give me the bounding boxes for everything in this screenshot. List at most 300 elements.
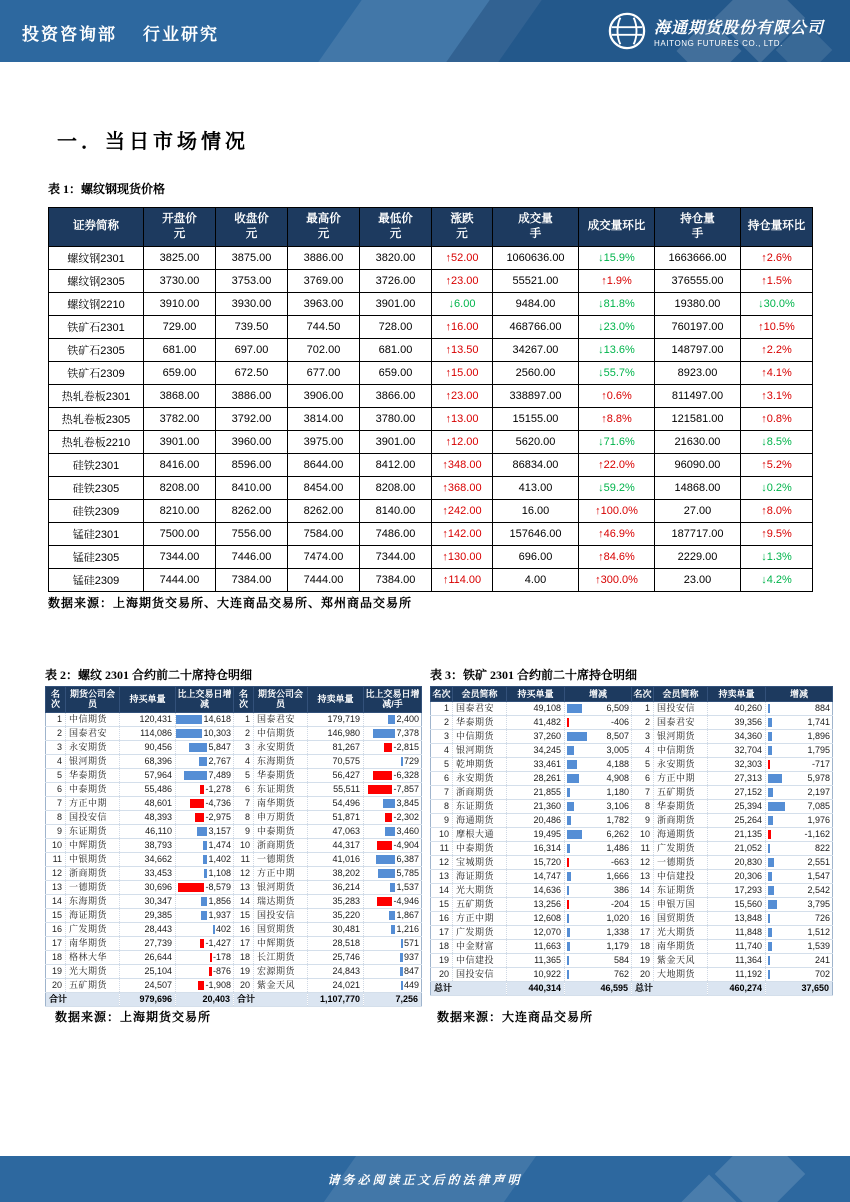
- cell-close: 672.50: [216, 361, 288, 384]
- change-bar-cell: [768, 814, 830, 827]
- change-value: 1,795: [807, 745, 830, 756]
- cell-member: 中银期货: [66, 852, 120, 866]
- positive-data-bar: [768, 802, 785, 811]
- positive-data-bar: [768, 956, 770, 965]
- cell-member: 国泰君安: [66, 726, 120, 740]
- cell-high: 7584.00: [288, 522, 360, 545]
- cell-short-volume: 24,843: [308, 964, 364, 978]
- cell-rank: 13: [632, 870, 654, 884]
- positive-data-bar: [768, 872, 772, 881]
- change-value: 584: [613, 955, 629, 966]
- cell-long-volume: 90,456: [120, 740, 176, 754]
- change-bar-cell: [366, 839, 419, 852]
- positive-data-bar: [203, 841, 207, 850]
- change-value: 8,507: [606, 731, 629, 742]
- column-header: 证券简称: [49, 208, 144, 247]
- column-header: 持买单量: [507, 687, 565, 702]
- cell-short-volume: 11,740: [708, 940, 766, 954]
- cell-member: 国贸期货: [654, 912, 708, 926]
- change-bar-cell: [768, 940, 830, 953]
- cell-member: 银河期货: [254, 880, 308, 894]
- table-row: [46, 712, 422, 726]
- table-row: [431, 842, 833, 856]
- cell-volume: 34267.00: [493, 338, 579, 361]
- cell-rank: 4: [431, 744, 453, 758]
- cell-change: ↑142.00: [432, 522, 493, 545]
- change-value: 6,509: [606, 703, 629, 714]
- cell-rank: 14: [431, 884, 453, 898]
- positive-data-bar: [213, 925, 215, 934]
- total-long-volume: 979,696: [120, 992, 176, 1006]
- cell-short-volume: 27,152: [708, 786, 766, 800]
- cell-rank: 17: [431, 926, 453, 940]
- cell-short-volume: 30,481: [308, 922, 364, 936]
- change-bar-cell: [366, 769, 419, 782]
- cell-member: 中信期货: [254, 726, 308, 740]
- cell-rank: 4: [234, 754, 254, 768]
- cell-rank: 20: [46, 978, 66, 992]
- cell-rank: 2: [431, 716, 453, 730]
- cell-member: 一德期货: [66, 880, 120, 894]
- positive-data-bar: [201, 911, 207, 920]
- cell-high: 7444.00: [288, 568, 360, 591]
- change-value: -1,908: [205, 979, 231, 990]
- cell-low: 7384.00: [360, 568, 432, 591]
- cell-volume-change: ↑8.8%: [579, 407, 655, 430]
- cell-high: 3906.00: [288, 384, 360, 407]
- cell-open-interest-change: ↑2.2%: [741, 338, 813, 361]
- positive-data-bar: [201, 897, 207, 906]
- cell-open-interest-change: ↓8.5%: [741, 430, 813, 453]
- negative-data-bar: [567, 718, 569, 727]
- rebar-position-table-header: [46, 687, 422, 713]
- cell-rank: 12: [234, 866, 254, 880]
- cell-low: 3820.00: [360, 246, 432, 269]
- change-value: 1,486: [606, 843, 629, 854]
- column-header: 期货公司会员: [66, 687, 120, 713]
- cell-change: [364, 950, 422, 964]
- cell-member: 海证期货: [66, 908, 120, 922]
- cell-open-interest-change: ↑1.5%: [741, 269, 813, 292]
- cell-change: ↑130.00: [432, 545, 493, 568]
- cell-short-volume: 25,394: [708, 800, 766, 814]
- change-bar-cell: [178, 853, 231, 866]
- total-short-change: 7,256: [364, 992, 422, 1006]
- column-header: 持仓量 手: [655, 208, 741, 247]
- cell-open-interest-change: ↑9.5%: [741, 522, 813, 545]
- cell-rank: 1: [46, 712, 66, 726]
- change-bar-cell: [567, 912, 629, 925]
- cell-short-volume: 51,871: [308, 810, 364, 824]
- cell-short-volume: 27,313: [708, 772, 766, 786]
- cell-open-interest-change: ↓1.3%: [741, 545, 813, 568]
- cell-change: [176, 726, 234, 740]
- cell-change: ↑348.00: [432, 453, 493, 476]
- change-value: 449: [403, 979, 419, 990]
- change-value: 1,180: [606, 787, 629, 798]
- change-value: 1,338: [606, 927, 629, 938]
- cell-rank: 3: [46, 740, 66, 754]
- cell-open-interest: 14868.00: [655, 476, 741, 499]
- change-value: 3,106: [606, 801, 629, 812]
- table-row: [431, 940, 833, 954]
- change-value: 1,474: [208, 839, 231, 850]
- cell-member: 中信建投: [654, 870, 708, 884]
- cell-rank: 18: [431, 940, 453, 954]
- cell-change: [766, 786, 833, 800]
- column-header: 收盘价 元: [216, 208, 288, 247]
- cell-volume-change: ↓71.6%: [579, 430, 655, 453]
- cell-contract: 硅铁2309: [49, 499, 144, 522]
- change-value: 729: [403, 755, 419, 766]
- cell-long-volume: 14,747: [507, 870, 565, 884]
- cell-change: [176, 880, 234, 894]
- cell-rank: 5: [431, 758, 453, 772]
- positive-data-bar: [567, 844, 570, 853]
- change-value: -7,857: [393, 783, 419, 794]
- column-header: 会员简称: [453, 687, 507, 702]
- cell-open-interest-change: ↑3.1%: [741, 384, 813, 407]
- cell-volume: 696.00: [493, 545, 579, 568]
- cell-rank: 14: [46, 894, 66, 908]
- table-row: [46, 852, 422, 866]
- cell-change: [176, 894, 234, 908]
- change-bar-cell: [768, 744, 830, 757]
- page-title: 一．当日市场情况: [57, 131, 249, 153]
- header-row: [49, 208, 813, 247]
- change-bar-cell: [768, 842, 830, 855]
- total-short-volume: 1,107,770: [308, 992, 364, 1006]
- cell-volume: 157646.00: [493, 522, 579, 545]
- change-value: 3,845: [396, 797, 419, 808]
- cell-member: 银河期货: [66, 754, 120, 768]
- change-bar-cell: [178, 811, 231, 824]
- change-value: 1,108: [208, 867, 231, 878]
- cell-open-interest: 2229.00: [655, 545, 741, 568]
- cell-member: 国投安信: [66, 810, 120, 824]
- change-bar-cell: [366, 881, 419, 894]
- cell-contract: 热轧卷板2305: [49, 407, 144, 430]
- table-row: [46, 740, 422, 754]
- change-bar-cell: [366, 811, 419, 824]
- table-row: [431, 814, 833, 828]
- table-row: [49, 453, 813, 476]
- cell-change: [364, 824, 422, 838]
- cell-short-volume: 25,746: [308, 950, 364, 964]
- cell-volume-change: ↑100.0%: [579, 499, 655, 522]
- cell-open: 8210.00: [144, 499, 216, 522]
- change-value: 762: [613, 969, 629, 980]
- cell-rank: 13: [431, 870, 453, 884]
- change-bar-cell: [768, 758, 830, 771]
- cell-rank: 9: [431, 814, 453, 828]
- cell-volume: 413.00: [493, 476, 579, 499]
- cell-low: 3726.00: [360, 269, 432, 292]
- cell-short-volume: 35,283: [308, 894, 364, 908]
- cell-short-volume: 36,214: [308, 880, 364, 894]
- cell-change: ↑13.00: [432, 407, 493, 430]
- cell-change: [176, 754, 234, 768]
- cell-rank: 9: [234, 824, 254, 838]
- cell-high: 8262.00: [288, 499, 360, 522]
- table-row: [46, 824, 422, 838]
- change-bar-cell: [768, 856, 830, 869]
- cell-change: [565, 968, 632, 982]
- cell-close: 8596.00: [216, 453, 288, 476]
- cell-change: [364, 894, 422, 908]
- cell-open-interest-change: ↑2.6%: [741, 246, 813, 269]
- total-short-volume: 460,274: [708, 982, 766, 996]
- cell-long-volume: 16,314: [507, 842, 565, 856]
- cell-open-interest: 760197.00: [655, 315, 741, 338]
- cell-rank: 2: [46, 726, 66, 740]
- cell-short-volume: 179,719: [308, 712, 364, 726]
- change-value: 1,867: [396, 909, 419, 920]
- table-row: [46, 754, 422, 768]
- positive-data-bar: [184, 771, 207, 780]
- cell-change: [766, 898, 833, 912]
- cell-member: 申银万国: [654, 898, 708, 912]
- cell-change: [364, 726, 422, 740]
- positive-data-bar: [768, 718, 772, 727]
- cell-short-volume: 54,496: [308, 796, 364, 810]
- cell-change: [766, 856, 833, 870]
- cell-member: 中信期货: [66, 712, 120, 726]
- cell-change: [565, 744, 632, 758]
- cell-member: 东海期货: [254, 754, 308, 768]
- cell-change: ↑23.00: [432, 384, 493, 407]
- cell-short-volume: 15,560: [708, 898, 766, 912]
- total-label: 总计: [632, 982, 708, 996]
- table-row: [49, 292, 813, 315]
- positive-data-bar: [391, 925, 395, 934]
- cell-member: 浙商期货: [254, 838, 308, 852]
- cell-rank: 11: [431, 842, 453, 856]
- cell-member: 永安期货: [254, 740, 308, 754]
- cell-member: 广发期货: [453, 926, 507, 940]
- positive-data-bar: [567, 970, 569, 979]
- cell-open-interest: 121581.00: [655, 407, 741, 430]
- cell-change: [176, 936, 234, 950]
- cell-long-volume: 30,347: [120, 894, 176, 908]
- cell-member: 南华期货: [654, 940, 708, 954]
- cell-rank: 10: [431, 828, 453, 842]
- cell-member: 浙商期货: [453, 786, 507, 800]
- cell-member: 国投安信: [453, 968, 507, 982]
- cell-member: 大地期货: [654, 968, 708, 982]
- cell-close: 7446.00: [216, 545, 288, 568]
- cell-member: 摩根大通: [453, 828, 507, 842]
- cell-long-volume: 68,396: [120, 754, 176, 768]
- cell-rank: 20: [431, 968, 453, 982]
- change-bar-cell: [366, 867, 419, 880]
- change-value: -406: [610, 717, 629, 728]
- positive-data-bar: [567, 732, 587, 741]
- cell-volume-change: ↓15.9%: [579, 246, 655, 269]
- positive-data-bar: [768, 942, 772, 951]
- negative-data-bar: [567, 900, 569, 909]
- cell-open: 7344.00: [144, 545, 216, 568]
- change-bar-cell: [567, 702, 629, 715]
- cell-change: [176, 740, 234, 754]
- positive-data-bar: [768, 774, 782, 783]
- cell-short-volume: 24,021: [308, 978, 364, 992]
- change-value: -1,427: [205, 937, 231, 948]
- cell-long-volume: 10,922: [507, 968, 565, 982]
- cell-short-volume: 40,260: [708, 702, 766, 716]
- cell-short-volume: 44,317: [308, 838, 364, 852]
- positive-data-bar: [567, 830, 582, 839]
- footer-disclaimer: 请务必阅读正文后的法律声明: [327, 1173, 523, 1187]
- cell-change: [364, 922, 422, 936]
- negative-data-bar: [384, 743, 392, 752]
- cell-volume: 338897.00: [493, 384, 579, 407]
- cell-close: 3886.00: [216, 384, 288, 407]
- negative-data-bar: [567, 858, 569, 867]
- positive-data-bar: [378, 869, 395, 878]
- cell-change: [766, 954, 833, 968]
- cell-member: 广发期货: [654, 842, 708, 856]
- cell-rank: 6: [46, 782, 66, 796]
- column-header: 最高价 元: [288, 208, 360, 247]
- positive-data-bar: [389, 911, 395, 920]
- change-bar-cell: [567, 786, 629, 799]
- positive-data-bar: [567, 914, 569, 923]
- change-bar-cell: [178, 769, 231, 782]
- cell-volume: 16.00: [493, 499, 579, 522]
- cell-rank: 11: [46, 852, 66, 866]
- table-row: [46, 964, 422, 978]
- cell-long-volume: 34,662: [120, 852, 176, 866]
- change-value: 5,847: [208, 741, 231, 752]
- cell-member: 广发期货: [66, 922, 120, 936]
- cell-long-volume: 48,601: [120, 796, 176, 810]
- negative-data-bar: [768, 830, 771, 839]
- cell-short-volume: 17,293: [708, 884, 766, 898]
- cell-short-volume: 21,135: [708, 828, 766, 842]
- change-bar-cell: [366, 909, 419, 922]
- cell-rank: 5: [46, 768, 66, 782]
- cell-long-volume: 34,245: [507, 744, 565, 758]
- cell-change: [364, 866, 422, 880]
- cell-volume: 9484.00: [493, 292, 579, 315]
- company-name-block: [654, 15, 824, 48]
- cell-high: 702.00: [288, 338, 360, 361]
- change-value: 1,539: [807, 941, 830, 952]
- cell-change: [565, 954, 632, 968]
- change-value: 937: [403, 951, 419, 962]
- change-value: 1,976: [807, 815, 830, 826]
- cell-change: [766, 842, 833, 856]
- table-row: [49, 407, 813, 430]
- cell-rank: 19: [234, 964, 254, 978]
- table-row: [49, 430, 813, 453]
- rebar-position-table: [45, 686, 422, 1007]
- positive-data-bar: [401, 757, 403, 766]
- cell-change: [364, 796, 422, 810]
- cell-low: 8208.00: [360, 476, 432, 499]
- cell-long-volume: 11,663: [507, 940, 565, 954]
- cell-rank: 20: [632, 968, 654, 982]
- cell-change: [565, 912, 632, 926]
- change-bar-cell: [768, 730, 830, 743]
- header-band: [0, 0, 850, 62]
- cell-rank: 16: [431, 912, 453, 926]
- change-bar-cell: [366, 741, 419, 754]
- change-value: 1,512: [807, 927, 830, 938]
- cell-rank: 19: [46, 964, 66, 978]
- cell-member: 方正中期: [453, 912, 507, 926]
- cell-member: 一德期货: [654, 856, 708, 870]
- column-header: 成交量环比: [579, 208, 655, 247]
- cell-low: 3901.00: [360, 292, 432, 315]
- cell-rank: 1: [632, 702, 654, 716]
- table-row: [431, 716, 833, 730]
- cell-volume-change: ↑0.6%: [579, 384, 655, 407]
- table-row: [49, 338, 813, 361]
- cell-rank: 3: [431, 730, 453, 744]
- cell-close: 7556.00: [216, 522, 288, 545]
- change-value: 1,666: [606, 871, 629, 882]
- table-row: [49, 315, 813, 338]
- negative-data-bar: [200, 939, 204, 948]
- positive-data-bar: [199, 757, 207, 766]
- cell-short-volume: 21,052: [708, 842, 766, 856]
- cell-open: 681.00: [144, 338, 216, 361]
- change-value: 6,387: [396, 853, 419, 864]
- table3-source: 数据来源：大连商品交易所: [437, 1010, 594, 1024]
- column-header: 比上交易日增减/手: [364, 687, 422, 713]
- cell-change: [364, 880, 422, 894]
- cell-member: 东证期货: [654, 884, 708, 898]
- negative-data-bar: [210, 953, 212, 962]
- change-value: -4,946: [393, 895, 419, 906]
- change-value: 14,618: [203, 713, 231, 724]
- change-value: -663: [610, 857, 629, 868]
- cell-member: 东证期货: [453, 800, 507, 814]
- change-bar-cell: [768, 702, 830, 715]
- change-bar-cell: [366, 727, 419, 740]
- table-row: [431, 856, 833, 870]
- cell-member: 华泰期货: [254, 768, 308, 782]
- change-value: 7,489: [208, 769, 231, 780]
- table-row: [46, 894, 422, 908]
- cell-open-interest: 187717.00: [655, 522, 741, 545]
- cell-rank: 19: [632, 954, 654, 968]
- change-value: 6,262: [606, 829, 629, 840]
- table1-caption: 表 1：螺纹钢现货价格: [48, 182, 166, 196]
- change-value: 1,402: [208, 853, 231, 864]
- cell-open-interest: 376555.00: [655, 269, 741, 292]
- positive-data-bar: [768, 746, 772, 755]
- change-bar-cell: [366, 825, 419, 838]
- change-value: 3,460: [396, 825, 419, 836]
- change-value: 2,400: [396, 713, 419, 724]
- positive-data-bar: [203, 855, 207, 864]
- cell-volume-change: ↓59.2%: [579, 476, 655, 499]
- cell-contract: 锰硅2301: [49, 522, 144, 545]
- change-bar-cell: [178, 839, 231, 852]
- change-value: 884: [814, 703, 830, 714]
- positive-data-bar: [567, 942, 570, 951]
- cell-rank: 9: [46, 824, 66, 838]
- company-name-en: HAITONG FUTURES CO., LTD.: [653, 38, 783, 48]
- cell-open-interest-change: ↑10.5%: [741, 315, 813, 338]
- change-bar-cell: [567, 940, 629, 953]
- column-header: 比上交易日增减: [176, 687, 234, 713]
- cell-member: 永安期货: [66, 740, 120, 754]
- change-bar-cell: [178, 923, 231, 936]
